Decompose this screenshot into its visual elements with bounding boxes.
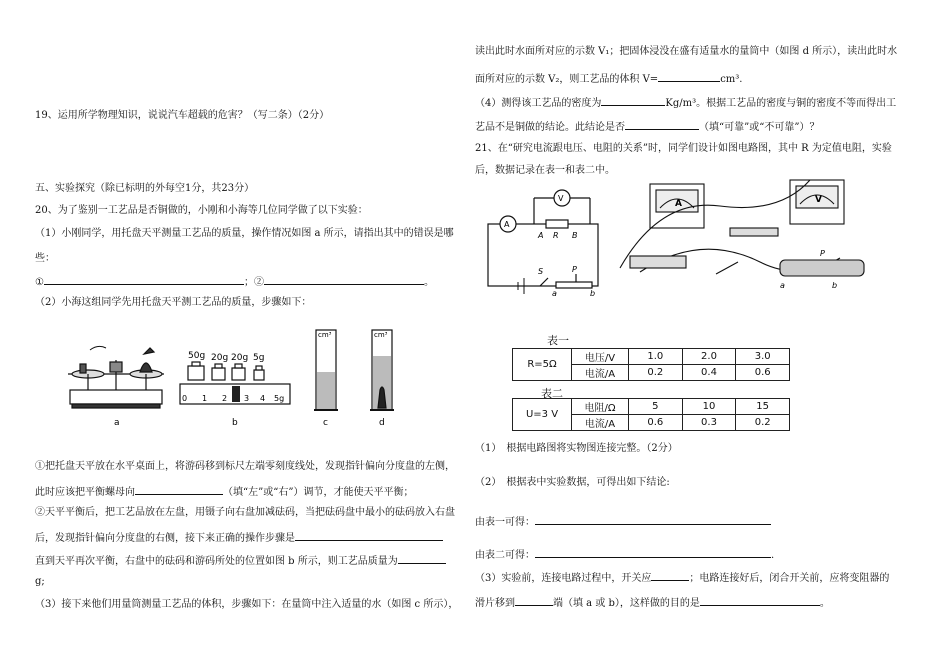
conclusion-two-label: 由表二可得：: [475, 550, 535, 561]
circuit-label-R: R: [553, 231, 559, 240]
answer-blank-2[interactable]: [264, 275, 424, 285]
answer-blank-reliable[interactable]: [625, 120, 699, 130]
q21-part3-line1: [475, 571, 889, 584]
table-cell: 0.2: [629, 365, 683, 381]
answer-blank-mass[interactable]: [398, 554, 446, 564]
table-cell: 5: [629, 399, 683, 415]
table-cell: 0.2: [736, 415, 790, 431]
answer-blank-conclusion-2[interactable]: [535, 548, 771, 558]
apparatus-end-a: a: [780, 281, 785, 290]
table-two-condition: U=3 V: [513, 399, 572, 431]
answer-blank-density[interactable]: [601, 96, 665, 106]
table-cell: 10: [682, 399, 736, 415]
table-cell: 0.6: [629, 415, 683, 431]
r-line4: [475, 120, 819, 133]
step2-line2: [35, 531, 443, 544]
slider-suffix: 端（填 a 或 b），这样做的目的是: [553, 598, 700, 609]
step2-line1: ②天平平衡后，把工艺品放在左盘，用镊子向右盘加减砝码，当把砝码盘中最小的砝码放入右盘: [35, 507, 455, 518]
blank-end: 。: [423, 277, 434, 288]
answer-blank-volume[interactable]: [658, 72, 720, 82]
conclusion-table-one: [475, 515, 771, 528]
apparatus-end-b: b: [832, 281, 838, 290]
ruler-tick-4: 4: [260, 394, 266, 403]
step1-line1: ①把托盘天平放在水平桌面上，将游码移到标尺左端零刻度线处，发现指针偏向分度盘的左侧，: [35, 461, 455, 472]
figure-label-b: b: [232, 418, 238, 428]
step2-line4: g;: [35, 576, 45, 587]
table-cell: 电压/V: [572, 349, 629, 365]
answer-blank-switch-state[interactable]: [651, 571, 689, 581]
q20-part2: （2）小海这组同学先用托盘天平测工艺品的质量，步骤如下：: [35, 297, 312, 308]
ruler-tick-0: 0: [182, 394, 188, 403]
step1-line2: [35, 485, 413, 498]
cylinder-c-unit: cm³: [318, 331, 332, 339]
blank-separator: ；②: [243, 277, 264, 288]
reliable-suffix: （填“可靠”或“不可靠”）？: [699, 122, 820, 133]
conclusion-table-two: [475, 548, 774, 561]
step1-suffix: （填“左”或“右”）调节，才能使天平平衡；: [223, 487, 414, 498]
figure-label-d: d: [379, 418, 385, 428]
r-line3: [475, 96, 896, 109]
conclusion-two-end: .: [771, 550, 775, 561]
table-cell: 电阻/Ω: [572, 399, 629, 415]
switch-state-suffix: ；电路连接好后，闭合开关前，应将变阻器的: [689, 573, 890, 584]
answer-blank-purpose[interactable]: [700, 596, 820, 606]
table-one-caption: 表一: [547, 334, 569, 347]
r-line2: [475, 72, 742, 85]
q20-part1-line1: （1）小刚同学，用托盘天平测量工艺品的质量，操作情况如图 a 所示，请指出其中的错误是哪: [35, 228, 454, 239]
table-two-caption: 表二: [541, 387, 563, 400]
figures-balance-and-cylinders: [60, 322, 420, 432]
table-two: [512, 398, 790, 431]
weight-label-1: 50g: [188, 351, 206, 361]
rheostat-end-b: b: [590, 289, 596, 298]
ruler-tick-1: 1: [202, 394, 208, 403]
slider-prefix: 滑片移到: [475, 598, 515, 609]
circuit-label-B: B: [572, 231, 578, 240]
table-one: [512, 348, 790, 381]
step2-prefix: 后，发现指针偏向分度盘的右侧，接下来正确的操作步骤是: [35, 533, 295, 544]
answer-blank-1[interactable]: [44, 275, 244, 285]
table-cell: 2.0: [682, 349, 736, 365]
r-line1: 读出此时水面所对应的示数 V₁；把固体浸没在盛有适量水的量筒中（如图 d 所示），读出此时水: [475, 46, 898, 57]
circuit-figure: [480, 176, 880, 298]
q21-part3-line2: [475, 596, 830, 609]
conclusion-one-label: 由表一可得：: [475, 517, 535, 528]
q21-part1: （1） 根据电路图将实物图连接完整。（2分）: [475, 443, 678, 454]
section-five-heading: 五、实验探究（除已标明的外每空1分，共23分）: [35, 183, 255, 194]
table-cell: 15: [736, 399, 790, 415]
question-21-line2: 后，数据记录在表一和表二中。: [475, 165, 615, 176]
cylinder-d-unit: cm³: [374, 331, 388, 339]
table-cell: 0.3: [682, 415, 736, 431]
q20-part1-line2: 些：: [35, 253, 55, 264]
figure-label-c: c: [323, 418, 328, 428]
rider: [232, 386, 240, 402]
voltmeter-symbol: V: [558, 194, 564, 203]
cylinder-figure-d: [370, 330, 394, 410]
weight-label-4: 5g: [253, 353, 265, 363]
table-cell: 电流/A: [572, 415, 629, 431]
weight-label-2: 20g: [211, 353, 229, 363]
circuit-label-A: A: [538, 231, 544, 240]
apparatus-slider-label: P: [820, 249, 825, 258]
table-cell: 0.6: [736, 365, 790, 381]
answer-blank-balance-nut[interactable]: [135, 485, 223, 495]
step2-mass-prefix: 直到天平再次平衡，右盘中的砝码和游码所处的位置如图 b 所示，则工艺品质量为: [35, 556, 398, 567]
figure-label-a: a: [114, 418, 120, 428]
q20-part1-blanks: [35, 275, 434, 288]
circuit-diagram: [488, 190, 598, 294]
apparatus-ammeter-letter: A: [675, 199, 682, 209]
apparatus-drawing: [620, 180, 864, 276]
ruler-tick-5: 5g: [274, 394, 285, 403]
weight-label-3: 20g: [231, 353, 249, 363]
question-21-line1: 21、在“研究电流跟电压、电阻的关系”时，同学们设计如图电路图，其中 R 为定值电阻，实验: [475, 143, 892, 154]
step3-line1: （3）接下来他们用量筒测量工艺品的体积，步骤如下：在量筒中注入适量的水（如图 c 所示），: [35, 599, 459, 610]
ruler-tick-2: 2: [222, 394, 228, 403]
rheostat-end-a: a: [552, 289, 557, 298]
ammeter-symbol: A: [504, 220, 510, 229]
weights-figure-b: [180, 351, 290, 404]
density-prefix: （4）测得该工艺品的密度为: [475, 98, 602, 109]
reliable-prefix: 艺品不是铜做的结论。此结论是否: [475, 122, 625, 133]
table-cell: 1.0: [629, 349, 683, 365]
volume-prefix: 面所对应的示数 V₂，则工艺品的体积 V=: [475, 74, 659, 85]
answer-blank-operation[interactable]: [295, 531, 443, 541]
slider-end: 。: [819, 598, 830, 609]
step2-line3: [35, 554, 446, 567]
step1-prefix: 此时应该把平衡螺母向: [35, 487, 135, 498]
table-one-condition: R=5Ω: [513, 349, 572, 381]
question-20: 20、为了鉴别一工艺品是否铜做的，小刚和小海等几位同学做了以下实验：: [35, 205, 368, 216]
table-cell: 0.4: [682, 365, 736, 381]
density-suffix: Kg/m³。根据工艺品的密度与铜的密度不等而得出工: [665, 98, 897, 109]
answer-blank-slider-end[interactable]: [515, 596, 553, 606]
slider-label: P: [572, 265, 577, 274]
volume-unit: cm³.: [720, 74, 743, 85]
cylinder-figure-c: [314, 330, 338, 410]
q21-part2: （2） 根据表中实验数据，可得出如下结论:: [475, 477, 670, 488]
switch-state-prefix: （3）实验前，连接电路过程中，开关应: [475, 573, 652, 584]
ruler-tick-3: 3: [244, 394, 250, 403]
table-cell: 3.0: [736, 349, 790, 365]
apparatus-voltmeter-letter: V: [815, 195, 822, 205]
question-19: 19、运用所学物理知识，说说汽车超载的危害？（写二条）（2分）: [35, 110, 330, 121]
answer-blank-conclusion-1[interactable]: [535, 515, 771, 525]
balance-figure-a: [68, 346, 164, 408]
switch-label: S: [538, 267, 544, 276]
table-cell: 电流/A: [572, 365, 629, 381]
blank-1-label: ①: [35, 277, 44, 288]
